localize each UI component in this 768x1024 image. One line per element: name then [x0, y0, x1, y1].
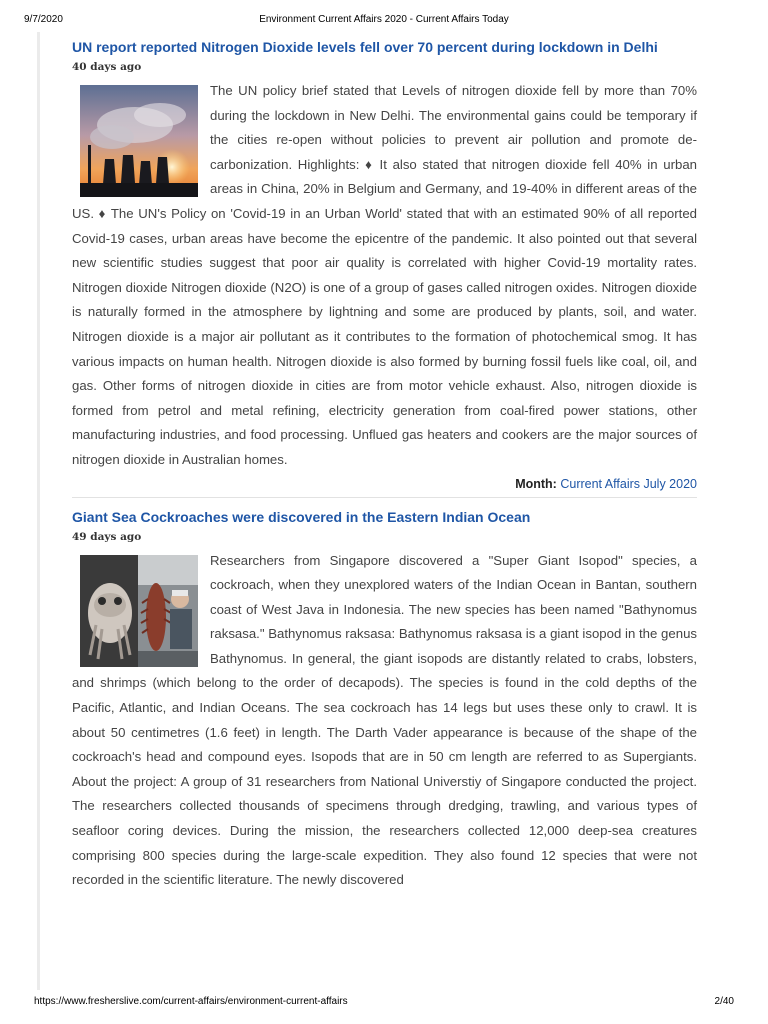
article-body: The UN policy brief stated that Levels of nitrogen dioxide fell by more than 70% during the lockdown in New Delhi. The environmental gains could be temporary if the cities re-open without policies to prevent air pollution and promote de-carbonization. Highlights: ♦ It also stated that nitrogen dioxide fell 40% in urban areas in China, 20% in Belgium and Germany, and 19-40% in different areas of the US. ♦ The UN's Policy on 'Covid-19 in an Urban World' stated that with an estimated 90% of all reported Covid-19 cases, urban areas have become the epicentre of the pandemic. It also pointed out that several new scientific studies suggest that poor air quality is correlated with higher Covid-19 mortality rates. Nitrogen dioxide Nitrogen dioxide (N2O) is one of a group of gases called nitrogen oxides. Nitrogen dioxide is naturally formed in the atmosphere by lightning and some are produced by plants, soil, and water. Nitrogen dioxide is a major air pollutant as it contributes to the formation of photochemical smog. It has various impacts on human health. Nitrogen dioxide is also formed by burning fossil fuels like coal, oil, and gas. Other forms of nitrogen dioxide in cities are from motor vehicle exhaust. Also, nitrogen dioxide is formed from petrol and metal refining, electricity generation from coal-fired power stations, other manufacturing industries, and food processing. Unflued gas heaters and cookers are the major sources of nitrogen dioxide in Australian homes.: [72, 83, 697, 467]
article-month-row: [72, 477, 697, 498]
article-age: 40 days ago: [72, 61, 142, 73]
article-card: [72, 38, 697, 498]
power-plant-photo: [80, 85, 198, 197]
print-footer: [24, 996, 744, 1010]
article-title[interactable]: UN report reported Nitrogen Dioxide levels fell over 70 percent during lockdown in Delhi: [72, 39, 658, 55]
month-label: Month:: [515, 476, 557, 491]
print-header: [24, 14, 744, 28]
article-body: Researchers from Singapore discovered a "Super Giant Isopod" species, a cockroach, when they unexplored waters of the Indian Ocean in Bantan, southern coast of West Java in Indonesia. The new species has been named "Bathynomus raksasa." Bathynomus raksasa: Bathynomus raksasa is a giant isopod in the genus Bathynomus. In general, the giant isopods are distantly related to crabs, lobsters, and shrimps (which belong to the order of decapods). The species is found in the cold depths of the Pacific, Atlantic, and Indian Oceans. The sea cockroach has 14 legs but uses these only to crawl. It is about 50 centimetres (1.6 feet) in length. The Darth Vader appearance is because of the shape of the cockroach's head and compound eyes. Isopods that are in 50 cm length are referred to as Supergiants. About the project: A group of 31 researchers from National Universtiy of Singapore conducted the project. The researchers collected thousands of specimens through dredging, trawling, and various types of seafloor coring devices. During the mission, the researchers collected 12,000 deep-sea creatures comprising 800 species during the large-scale expedition. They also found 12 species that were not recorded in the scientific literature. The newly discovered: [72, 552, 697, 888]
month-link[interactable]: Current Affairs July 2020: [560, 476, 697, 491]
print-date: 9/7/2020: [24, 14, 63, 25]
print-url: https://www.fresherslive.com/current-affairs/environment-current-affairs: [34, 996, 348, 1007]
giant-isopod-photo: [80, 555, 198, 667]
article-list: [72, 38, 697, 893]
print-title: Environment Current Affairs 2020 - Current Affairs Today: [259, 14, 509, 25]
article-card: [72, 508, 697, 893]
article-title[interactable]: Giant Sea Cockroaches were discovered in the Eastern Indian Ocean: [72, 508, 531, 525]
page-number: 2/40: [714, 996, 734, 1007]
article-age: 49 days ago: [72, 530, 142, 543]
left-rule: [37, 32, 40, 990]
